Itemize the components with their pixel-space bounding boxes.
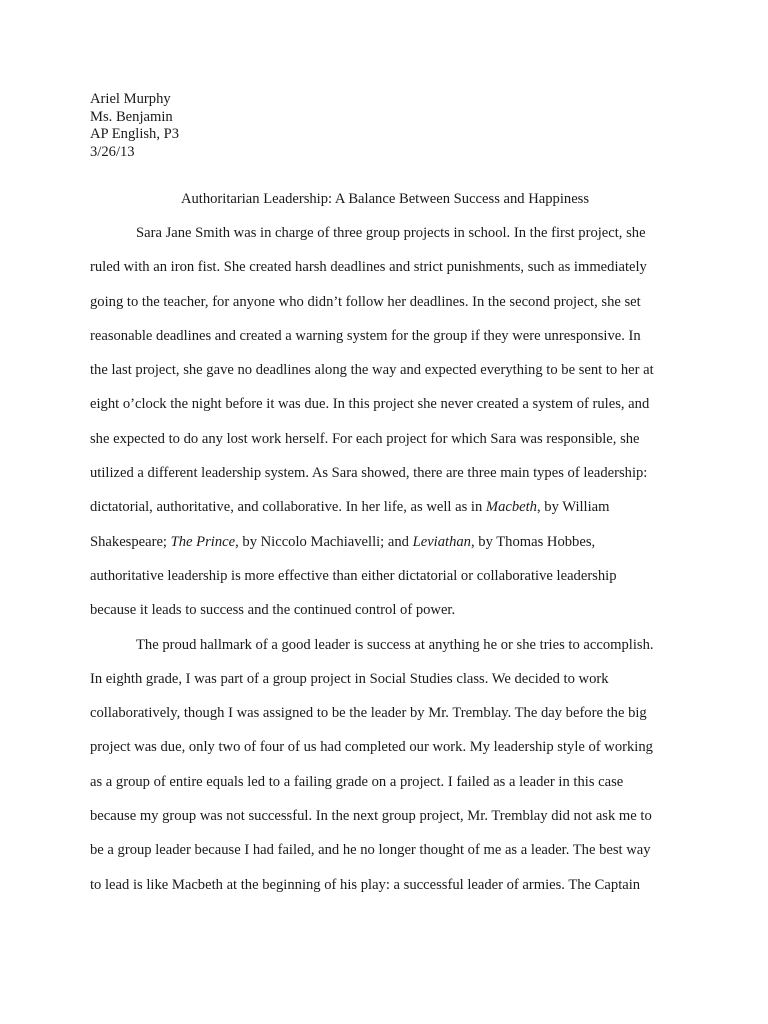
paragraph-2-line-3: collaboratively, though I was assigned to be the leader by Mr. Tremblay. The day before the big bbox=[90, 705, 647, 722]
paragraph-1-line-4: reasonable deadlines and created a warning system for the group if they were unresponsive. In bbox=[90, 327, 641, 344]
paragraph-1-line-2: ruled with an iron fist. She created harsh deadlines and strict punishments, such as immediately bbox=[90, 259, 647, 276]
essay-title: Authoritarian Leadership: A Balance Between Success and Happiness bbox=[180, 191, 590, 207]
teacher-name: Ms. Benjamin bbox=[90, 108, 173, 125]
line-10-text-middle: , by Niccolo Machiavelli; and bbox=[235, 533, 413, 550]
paragraph-1-line-6: eight o’clock the night before it was due. In this project she never created a system of rules, and bbox=[90, 396, 650, 413]
paragraph-1-line-7: she expected to do any lost work herself. For each project for which Sara was responsible, she bbox=[90, 430, 640, 447]
paragraph-2-line-2: In eighth grade, I was part of a group project in Social Studies class. We decided to work bbox=[90, 670, 609, 687]
paragraph-1-line-5: the last project, she gave no deadlines along the way and expected everything to be sent to her at bbox=[90, 362, 654, 379]
paragraph-1-line-12: because it leads to success and the continued control of power. bbox=[90, 602, 456, 619]
paragraph-1-line-1: Sara Jane Smith was in charge of three group projects in school. In the first project, she bbox=[136, 225, 646, 241]
paragraph-2-line-8: to lead is like Macbeth at the beginning of his play: a successful leader of armies. The Captain bbox=[90, 876, 641, 893]
course-period: AP English, P3 bbox=[90, 126, 180, 142]
line-9-text-after: , by William bbox=[536, 499, 610, 516]
paragraph-1-line-3: going to the teacher, for anyone who didn’t follow her deadlines. In the second project, she set bbox=[90, 293, 641, 310]
paragraph-2-line-5: as a group of entire equals led to a failing grade on a project. I failed as a leader in this case bbox=[90, 773, 624, 790]
author-name: Ariel Murphy bbox=[90, 91, 171, 107]
paragraph-2-line-7: be a group leader because I had failed, and he no longer thought of me as a leader. The best way bbox=[90, 842, 651, 859]
the-prince-title: The Prince bbox=[170, 533, 236, 550]
paragraph-1-line-8: utilized a different leadership system. As Sara showed, there are three main types of leadership: bbox=[90, 465, 648, 482]
leviathan-title: Leviathan bbox=[412, 533, 471, 550]
essay-heading bbox=[90, 91, 179, 161]
paragraph-2-line-4: project was due, only two of four of us had completed our work. My leadership style of working bbox=[90, 739, 653, 756]
essay-date: 3/26/13 bbox=[90, 143, 135, 160]
paragraph-2-line-1: The proud hallmark of a good leader is success at anything he or she tries to accomplish. bbox=[136, 636, 654, 653]
line-9-text-before: dictatorial, authoritative, and collaborative. In her life, as well as in bbox=[90, 499, 486, 516]
line-10-text-after: , by Thomas Hobbes, bbox=[470, 533, 596, 550]
essay-body bbox=[90, 223, 690, 909]
macbeth-title: Macbeth bbox=[485, 499, 537, 516]
paragraph-1-line-9 bbox=[90, 497, 690, 531]
paragraph-1-line-10 bbox=[90, 532, 690, 566]
line-10-text-before: Shakespeare; bbox=[90, 533, 171, 550]
paragraph-2-line-6: because my group was not successful. In the next group project, Mr. Tremblay did not ask me to bbox=[90, 808, 652, 825]
paragraph-1-line-11: authoritative leadership is more effective than either dictatorial or collaborative leadership bbox=[90, 567, 617, 584]
